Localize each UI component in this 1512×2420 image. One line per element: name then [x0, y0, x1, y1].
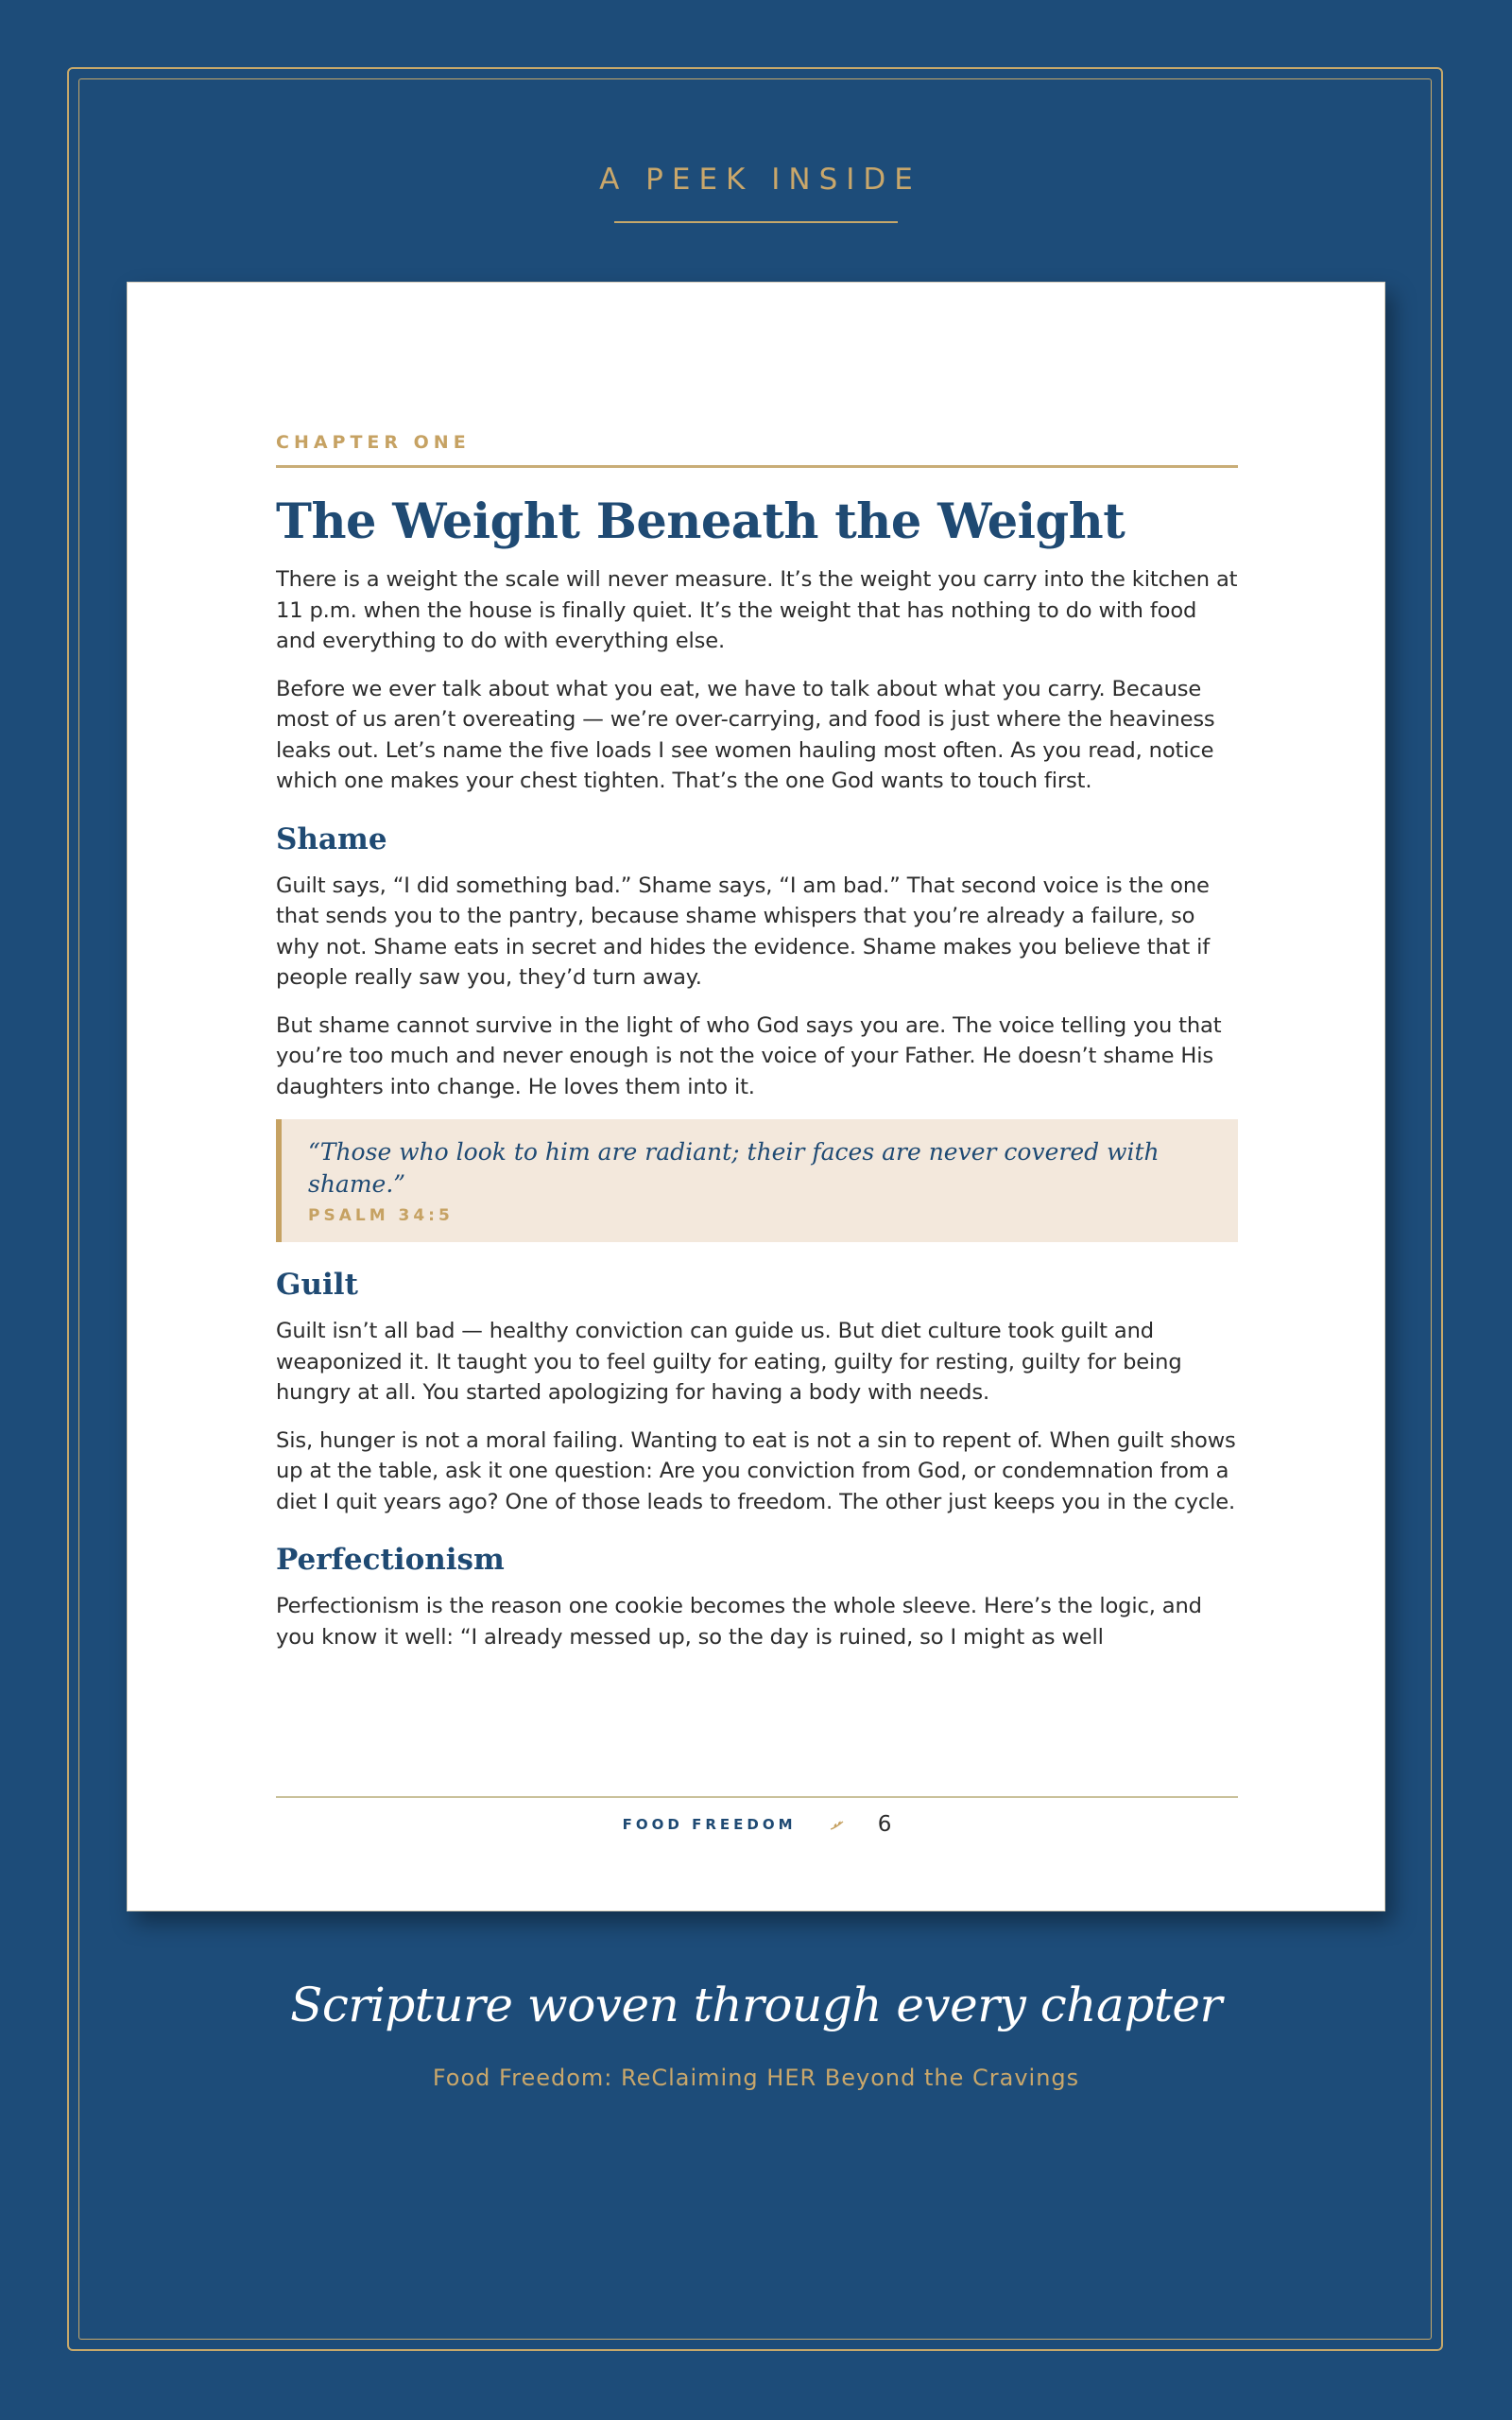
- section-paragraph: Guilt says, “I did something bad.” Shame says, “I am bad.” That second voice is the one that sends you to the pantry, because shame whispers that you’re already a failure, so why not. Shame eats in secret and hides the evidence. Shame makes you believe that if people really saw you, they’d turn away.: [276, 873, 1210, 990]
- tagline: Scripture woven through every chapter: [290, 1978, 1222, 2032]
- page-text-clip: [276, 283, 1238, 1710]
- section-heading-shame: Shame: [276, 821, 387, 856]
- page-footer: [276, 1812, 1238, 1850]
- scripture-callout: [276, 1119, 1238, 1242]
- scripture-citation: PSALM 34:5: [308, 1206, 454, 1225]
- section-paragraph: Sis, hunger is not a moral failing. Wanting to eat is not a sin to repent of. When guilt shows up at the table, ask it one question: Are you conviction from God, or condemnation from a diet I quit years ago? One of those leads to freedom. The other just keeps you in the cycle.: [276, 1427, 1236, 1514]
- intro-paragraph: There is a weight the scale will never measure. It’s the weight you carry into the kitchen at 11 p.m. when the house is finally quiet. It’s the weight that has nothing to do with food and everything to do with everything else.: [276, 567, 1238, 653]
- page-body: [276, 493, 1238, 1669]
- book-page-preview: [127, 282, 1385, 1911]
- section-eyebrow: A PEEK INSIDE: [599, 163, 921, 197]
- section-heading-guilt: Guilt: [276, 1268, 358, 1302]
- leaf-sprig-icon: [830, 1818, 845, 1831]
- section-paragraph: Perfectionism is the reason one cookie becomes the whole sleeve. Here’s the logic, and you know it well: “I already messed up, so the day is ruined, so I might as well: [276, 1594, 1202, 1650]
- section-paragraph: Guilt isn’t all bad — healthy conviction can guide us. But diet culture took guilt and weaponized it. It taught you to feel guilty for eating, guilty for resting, guilty for being hungry at all. You started apologizing for having a body with needs.: [276, 1319, 1182, 1405]
- eyebrow-divider: [614, 221, 898, 223]
- page-number: 6: [877, 1812, 892, 1837]
- book-subtitle: Food Freedom: ReClaiming HER Beyond the Cravings: [432, 2065, 1080, 2091]
- section-paragraph: But shame cannot survive in the light of who God says you are. The voice telling you that you’re too much and never enough is not the voice of your Father. He doesn’t shame His daughters into change. He loves them into it.: [276, 1012, 1222, 1099]
- footer-divider: [276, 1796, 1238, 1798]
- footer-book-label: FOOD FREEDOM: [622, 1816, 797, 1833]
- section-heading-perfectionism: Perfectionism: [276, 1543, 505, 1577]
- chapter-title: The Weight Beneath the Weight: [276, 493, 1125, 550]
- intro-paragraph: Before we ever talk about what you eat, we have to talk about what you carry. Because most of us aren’t overeating — we’re over-carrying, and food is just where the heaviness leaks out. Let’s name the five loads I see women hauling most often. As you read, notice which one makes your chest tighten. That’s the one God wants to touch first.: [276, 676, 1215, 793]
- chapter-label: CHAPTER ONE: [276, 432, 471, 453]
- scripture-quote-text: “Those who look to him are radiant; their faces are never covered with shame.”: [308, 1138, 1160, 1198]
